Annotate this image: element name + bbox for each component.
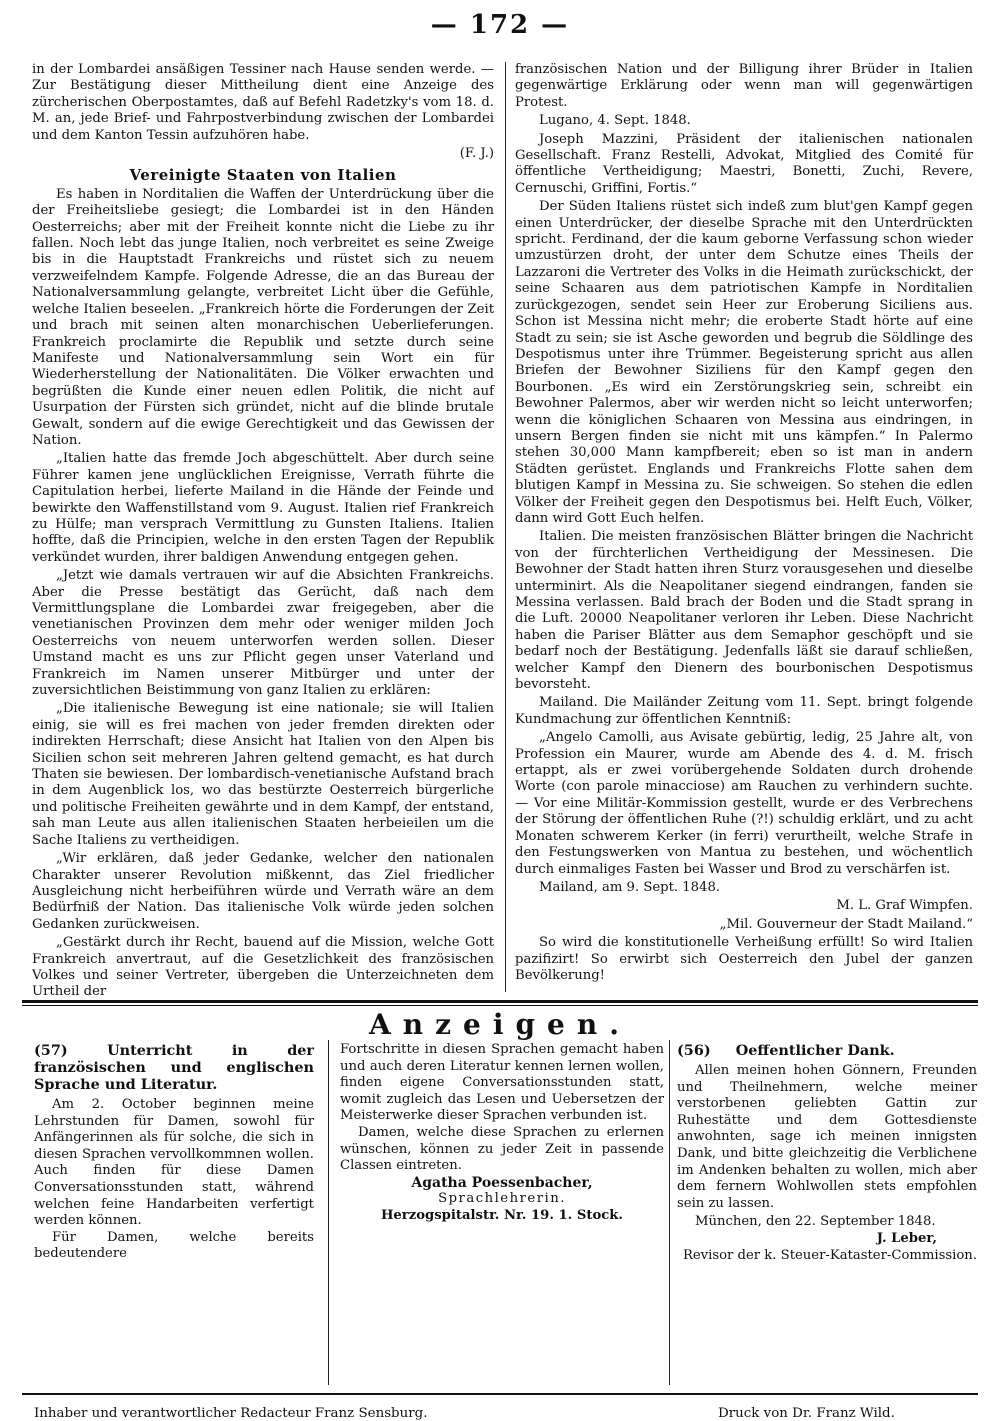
article-paragraph: „Die italienische Bewegung ist eine nationale; sie will Italien einig, sie will es frei machen von jeder fremden direkten oder indirekten Herrschaft; diese Ansicht hat Italien von den Alpen bis Sicilien schon seit mehreren Jahren geltend gemacht, es hat durch Thaten sie bewiesen. Der lombardisch-venetianische Aufstand brach in dem Augenblick los, wo das bestürzte Oesterreich bürgerliche und politische Freiheiten gewährte und in dem Kampf, der entstand, sah man Leute aus allen italienischen Staaten herbeieilen um die Sache Italiens zu vertheidigen.	[32, 701, 494, 848]
article-tessin-text: in der Lombardei ansäßigen Tessiner nach Hause senden werde. — Zur Bestätigung dieser Mittheilung dient eine Anzeige des zürcherischen Oberpostamtes, daß auf Befehl Radetzky's vom 18. d. M. an, jede Brief- und Fahrpostverbindung zwischen der Lombardei und dem Kanton Tessin aufzuhören habe.	[32, 62, 494, 143]
ad-divider	[328, 1040, 329, 1385]
footer-editor: Inhaber und verantwortlicher Redacteur Franz Sensburg.	[34, 1406, 428, 1421]
column-divider	[505, 62, 506, 992]
article-south-italy: Der Süden Italiens rüstet sich indeß zum blut'gen Kampf gegen einen Unterdrücker, der dieselbe Sprache mit den Unterdrückten spricht. Ferdinand, der die kaum geborne Verfassung schon wieder umzustürzen droht, der unter dem Schutze eines Theils der Lazzaroni die Vertreter des Volks in die Heimath zurückschickt, der seine Schaaren aus dem patriotischen Kampfe in Norditalien zurückgezogen, sendet sein Heer zur Eroberung Siciliens aus. Schon ist Messina nicht mehr; die eroberte Stadt hörte auf eine Stadt zu sein; sie ist Asche geworden und begrub die Söldlinge des Despotismus unter ihre Trümmer. Begeisterung spricht aus allen Briefen der Bewohner Siziliens für den Kampf gegen den Bourbonen. „Es wird ein Zerstörungskrieg sein, schreibt ein Bewohner Palermos, aber wir werden nicht so leicht unterworfen; wenn die königlichen Schaaren von Messina aus eindringen, in unsern Bergen finden sie nicht mit uns kämpfen.“ In Palermo stehen 30,000 Mann kampfbereit; eben so ist man in andern Städten gerüstet. Englands und Frankreichs Flotte sahen dem blutigen Kampf in Messina zu. Sie schweigen. So stehen die edlen Völker der Freiheit gegen den Despotismus bei. Helft Euch, Völker, dann wird Gott Euch helfen.	[515, 199, 973, 526]
article-paragraph: „Angelo Camolli, aus Avisate gebürtig, ledig, 25 Jahre alt, von Profession ein Maurer, wurde am Abende des 4. d. M. frisch ertappt, als er zwei vorübergehende Soldaten durch drohende Worte (con parole minacciose) am Rauchen zu verhindern suchte. — Vor eine Militär-Kommission gestellt, wurde er des Verbrechens der Störung der öffentlichen Ruhe (?!) schuldig erklärt, und zu acht Monaten schwerem Kerker (in ferri) verurtheilt, welche Strafe in den Festungswerken von Mantua zu bestehen, und wöchentlich durch einmaliges Fasten bei Wasser und Brod zu verschärfen ist.	[515, 730, 973, 877]
ad-text: Damen, welche diese Sprachen zu erlernen wünschen, können zu jeder Zeit in passende Classen eintreten.	[340, 1124, 664, 1174]
article-paragraph: „Jetzt wie damals vertrauen wir auf die Absichten Frankreichs. Aber die Presse bestätigt das Gerücht, daß nach dem Vermittlungsplane die Lombardei zwar freigegeben, aber die venetianischen Provinzen dem mehr oder weniger milden Joch Oesterreichs von neuem unterworfen werden sollen. Dieser Umstand macht es uns zur Pflicht gegen unser Vaterland und Frankreich im Namen unserer Mitbürger und unter der zuversichtlichen Beistimmung von ganz Italien zu erklären:	[32, 568, 494, 699]
ad-text: Fortschritte in diesen Sprachen gemacht haben und auch deren Literatur kennen lernen wollen, finden eigene Conversationsstunden statt, womit zugleich das Lesen und Uebersetzen der Meisterwerke dieser Sprachen verbunden ist.	[340, 1042, 664, 1124]
section-rule	[22, 1005, 978, 1006]
ad-dateline: München, den 22. September 1848.	[695, 1214, 936, 1230]
advertisement-language-lessons	[34, 1042, 314, 1263]
signature: M. L. Graf Wimpfen.	[836, 898, 973, 914]
left-column	[32, 62, 494, 1003]
dateline: Mailand, am 9. Sept. 1848.	[539, 879, 721, 895]
article-paragraph: „Wir erklären, daß jeder Gedanke, welcher den nationalen Charakter unserer Revolution mißkennt, das Ziel friedlicher Ausgleichung nicht herbeiführen würde und Verrath wäre an dem Bedürfniß der Nation. Das italienische Volk würde jeden solchen Gedanken zurückweisen.	[32, 851, 494, 932]
ad-signature-role: Revisor der k. Steuer-Kataster-Commission.	[682, 1247, 977, 1263]
ad-author-role: Sprachlehrerin.	[438, 1191, 566, 1207]
footer-rule	[22, 1393, 978, 1395]
ad-text: Am 2. October beginnen meine Lehrstunden für Damen, sowohl für Anfängerinnen als für solche, die sich in diesen Sprachen vervollkommnen wollen. Auch finden für diese Damen Conversationsstunden statt, während welchen feine Handarbeiten verfertigt werden können.	[34, 1097, 314, 1229]
ad-title	[34, 1042, 314, 1093]
section-rule	[22, 1000, 978, 1003]
advertisement-public-thanks	[677, 1042, 977, 1264]
ad-title-text: Unterricht in der französischen und englischen Sprache und Literatur.	[34, 1042, 314, 1093]
advertisement-language-lessons-continued	[340, 1042, 664, 1225]
article-paragraph: So wird die konstitutionelle Verheißung erfüllt! So wird Italien pazifizirt! So erwirbt sich Oesterreich den Jubel der ganzen Bevölkerung!	[515, 935, 973, 983]
section-heading-italy: Vereinigte Staaten von Italien	[129, 166, 397, 185]
article-paragraph: französischen Nation und der Billigung ihrer Brüder in Italien gegenwärtige Erklärung oder wenn man will gegenwärtigen Protest.	[515, 62, 973, 110]
article-tessin-source: (F. J.)	[459, 146, 494, 162]
signature-title: „Mil. Gouverneur der Stadt Mailand.“	[719, 916, 973, 932]
article-paragraph: „Italien hatte das fremde Joch abgeschüttelt. Aber durch seine Führer kamen jene unglücklichen Ereignisse, Verrath führte die Capitulation herbei, lieferte Mailand in die Hände der Feinde und bewirkte den Waffenstillstand vom 9. August. Italien rief Frankreich zu Hülfe; man versprach Vermittlung zu Gunsten Italiens. Italien hoffte, daß die Principien, welche in den ersten Tagen der Republik verkündet wurden, ihrer baldigen Anwendung entgegen gehen.	[32, 451, 494, 565]
article-mailand: Mailand. Die Mailänder Zeitung vom 11. Sept. bringt folgende Kundmachung zur öffentlichen Kenntniß:	[515, 695, 973, 727]
ad-author-name: Agatha Poessenbacher,	[411, 1174, 593, 1191]
article-paragraph: Es haben in Norditalien die Waffen der Unterdrückung über die der Freiheitsliebe gesiegt; die Lombardei ist in den Händen Oesterreichs; aber mit der Freiheit konnte nicht die Liebe zu ihr fallen. Noch lebt das junge Italien, noch verbreitet es seine Zweige bis in die Hauptstadt Frankreichs und rüstet sich zu neuem verzweifelndem Kampfe. Folgende Adresse, die an das Bureau der Nationalversammlung gelangte, verbreitet Licht über die Gefühle, welche Italien beseelen. „Frankreich hörte die Forderungen der Zeit und brach mit seinen alten monarchischen Ueberlieferungen. Frankreich proclamirte die Republik und setzte durch seine Manifeste und Nationalversammlung sein Wort ein für Wiederherstellung der Nationalitäten. Die Völker erwachten und begrüßten die Kunde einer neuen edlen Politik, die nicht auf Usurpation der Fürsten sich gründet, nicht auf die blinde brutale Gewalt, sondern auf die ewige Gerechtigkeit und das Gewissen der Nation.	[32, 186, 494, 448]
ad-text: Für Damen, welche bereits bedeutendere	[34, 1229, 314, 1262]
ad-text: Allen meinen hohen Gönnern, Freunden und Theilnehmern, welche meiner verstorbenen geliebten Gattin zur Ruhestätte und dem Gottesdienste anwohnten, sage ich meinen innigsten Dank, und bitte gleichzeitig die Verblichene im Andenken behalten zu wollen, mich aber dem fernern Wohlwollen stets empfohlen sein zu lassen.	[677, 1063, 977, 1211]
signatories: Joseph Mazzini, Präsident der italienischen nationalen Gesellschaft. Franz Restelli, Advokat, Mitglied des Comité für öffentliche Vertheidigung; Maestri, Bonetti, Zuchi, Revere, Cernuschi, Griffini, Fortis.“	[515, 131, 973, 196]
right-column	[515, 62, 973, 986]
page-number: — 172 —	[430, 10, 570, 40]
ad-signature-name: J. Leber,	[876, 1230, 937, 1246]
article-italien: Italien. Die meisten französischen Blätter bringen die Nachricht von der fürchterlichen Vertheidigung der Messinesen. Die Bewohner der Stadt hatten ihren Sturz vorausgesehen und dieselbe unterminirt. Als die Neapolitaner siegend eindrangen, fanden sie Messina verlassen. Bald brach der Boden und die Stadt sprang in die Luft. 20000 Neapolitaner verloren ihr Leben. Diese Nachricht haben die Pariser Blätter aus dem Semaphor geschöpft und sie bedarf noch der Bestätigung. Jedenfalls läßt sie darauf schließen, welcher Kampf den Dienern des bourbonischen Despotismus bevorsteht.	[515, 529, 973, 693]
ad-author-address: Herzogspitalstr. Nr. 19. 1. Stock.	[380, 1207, 624, 1223]
ad-number: (56)	[677, 1042, 711, 1059]
ad-title	[677, 1042, 977, 1059]
footer-printer: Druck von Dr. Franz Wild.	[718, 1406, 895, 1421]
ads-heading: Anzeigen.	[369, 1008, 631, 1041]
dateline: Lugano, 4. Sept. 1848.	[539, 113, 691, 129]
ad-number: (57)	[34, 1042, 68, 1059]
article-paragraph: „Gestärkt durch ihr Recht, bauend auf die Mission, welche Gott Frankreich anvertraut, auf die Gesetzlichkeit des französischen Volkes und seiner Vertreter, übergeben die Unterzeichneten dem Urtheil der	[32, 935, 494, 1000]
ad-title-text: Oeffentlicher Dank.	[735, 1042, 895, 1059]
ad-divider	[669, 1040, 670, 1385]
